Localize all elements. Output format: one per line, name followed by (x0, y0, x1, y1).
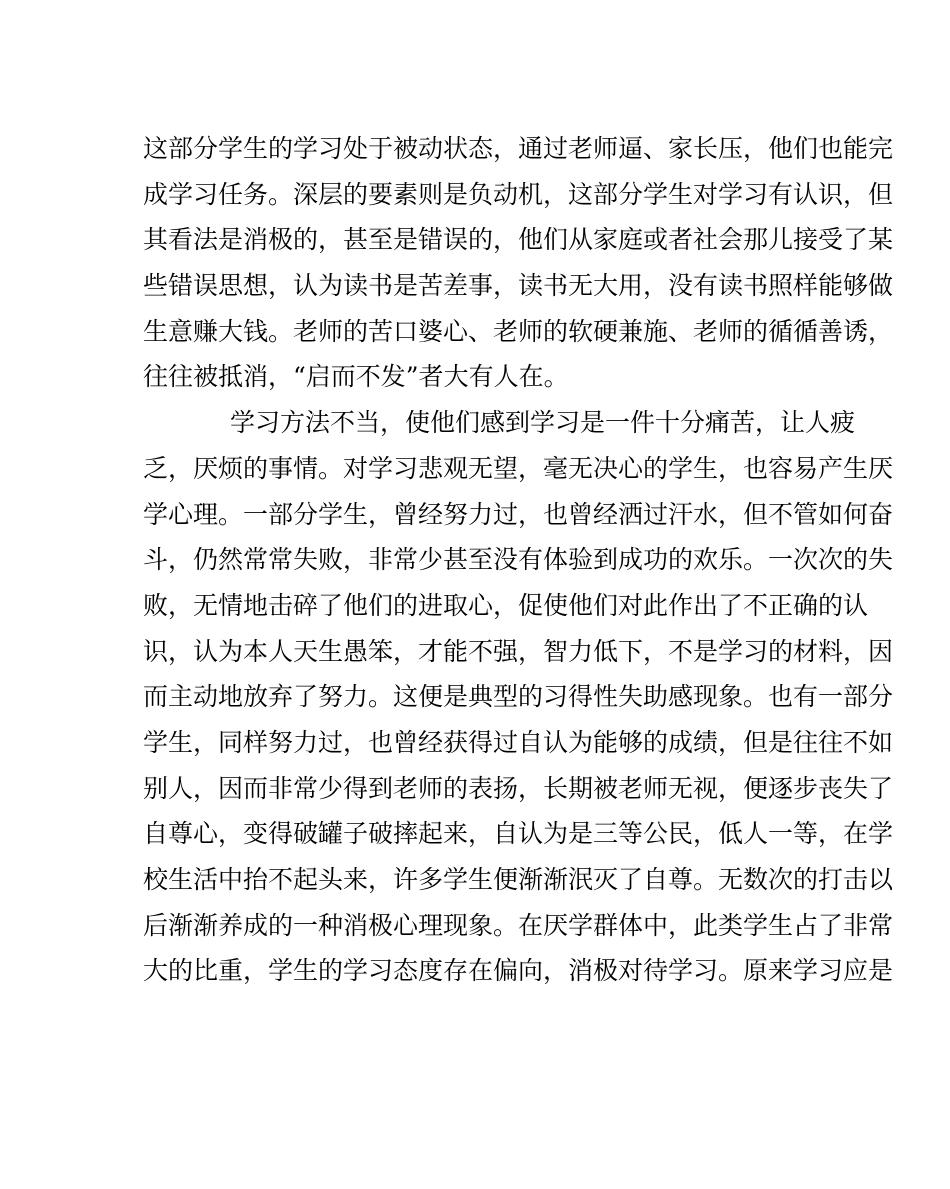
text-line: 些错误思想，认为读书是苦差事，读书无大用，没有读书照样能够做 (143, 271, 894, 301)
text-line: 生意赚大钱。老师的苦口婆心、老师的软硬兼施、老师的循循善诱， (143, 316, 894, 346)
text-line: 自尊心，变得破罐子破摔起来，自认为是三等公民，低人一等，在学 (143, 819, 894, 849)
text-line: 其看法是消极的，甚至是错误的，他们从家庭或者社会那儿接受了某 (143, 225, 894, 255)
text-line: 别人，因而非常少得到老师的表扬，长期被老师无视，便逐步丧失了 (143, 773, 894, 803)
text-line: 斗，仍然常常失败，非常少甚至没有体验到成功的欢乐。一次次的失 (143, 545, 894, 575)
text-line: 败，无情地击碎了他们的进取心，促使他们对此作出了不正确的认 (143, 590, 869, 620)
text-line: 学习方法不当，使他们感到学习是一件十分痛苦，让人疲 (230, 408, 856, 438)
text-line: 成学习任务。深层的要素则是负动机，这部分学生对学习有认识，但 (143, 179, 894, 209)
text-line: 后渐渐养成的一种消极心理现象。在厌学群体中，此类学生占了非常 (143, 910, 894, 940)
text-line: 往往被抵消，“启而不发”者大有人在。 (143, 362, 569, 392)
body-text (143, 126, 894, 994)
text-line: 校生活中抬不起头来，许多学生便渐渐泯灭了自尊。无数次的打击以 (143, 865, 894, 894)
text-line: 乏，厌烦的事情。对学习悲观无望，毫无决心的学生，也容易产生厌 (143, 453, 894, 483)
text-line: 大的比重，学生的学习态度存在偏向，消极对待学习。原来学习应是 (143, 956, 894, 986)
text-line: 识，认为本人天生愚笨，才能不强，智力低下，不是学习的材料，因 (143, 636, 894, 666)
text-line: 而主动地放弃了努力。这便是典型的习得性失助感现象。也有一部分 (143, 682, 894, 712)
text-line: 这部分学生的学习处于被动状态，通过老师逼、家长压，他们也能完 (143, 134, 894, 163)
text-line: 学心理。一部分学生，曾经努力过，也曾经洒过汗水，但不管如何奋 (143, 499, 894, 529)
text-line: 学生，同样努力过，也曾经获得过自认为能够的成绩，但是往往不如 (143, 727, 894, 757)
